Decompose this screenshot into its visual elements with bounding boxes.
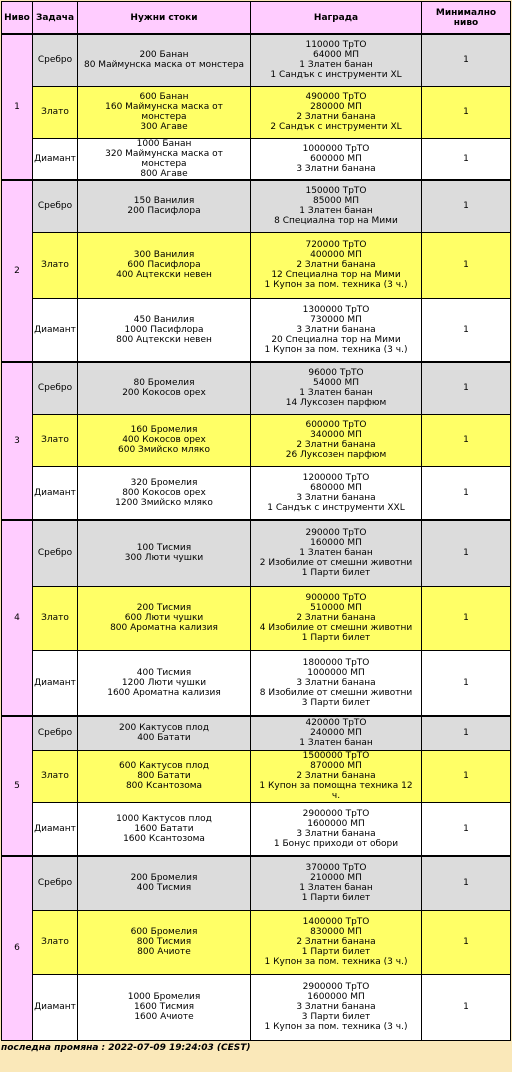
header-goods: Нужни стоки xyxy=(78,2,251,35)
goods-line: 200 Тисмия xyxy=(136,603,192,613)
reward-line: 1 Парти билет xyxy=(301,633,371,643)
reward-cell xyxy=(251,414,422,466)
goods-cell xyxy=(78,802,251,856)
reward-cell xyxy=(251,362,422,414)
reward-line: 600000 МП xyxy=(310,153,362,164)
quest-table xyxy=(1,1,511,1041)
header-level: Ниво xyxy=(2,2,33,35)
reward-line: 64000 МП xyxy=(312,50,360,61)
goods-cell xyxy=(78,34,251,86)
min-level-cell: 1 xyxy=(422,856,511,910)
goods-line: 600 Кактусов плод xyxy=(119,761,209,771)
task-cell: Сребро xyxy=(33,180,78,232)
reward-line: 1500000 ТрТО xyxy=(302,751,370,761)
reward-line: ч. xyxy=(331,791,341,801)
min-level-cell: 1 xyxy=(422,86,511,138)
goods-line: 400 Ацтекски невен xyxy=(116,270,212,280)
goods-line: 600 Змийско мляко xyxy=(118,445,210,455)
reward-cell xyxy=(251,716,422,750)
table-row xyxy=(2,750,511,802)
reward-line: 1 Купон за пом. техника (3 ч.) xyxy=(264,344,408,355)
goods-line: 800 Ачиоте xyxy=(137,947,191,957)
level-cell: 5 xyxy=(2,716,33,856)
goods-line: 1600 Ксантозома xyxy=(123,833,205,844)
reward-line: 1 Купон за пом. техника (3 ч.) xyxy=(264,957,408,967)
reward-line: 3 Златни банана xyxy=(296,492,376,503)
reward-line: 3 Златни банана xyxy=(296,324,376,335)
reward-line: 2 Златни банана xyxy=(296,613,376,623)
task-cell: Сребро xyxy=(33,856,78,910)
reward-cell xyxy=(251,856,422,910)
task-cell: Диамант xyxy=(33,466,78,520)
goods-line: 450 Ванилия xyxy=(133,314,195,325)
reward-line: 96000 ТрТО xyxy=(308,368,364,379)
goods-line: 400 Тисмия xyxy=(136,667,192,678)
header-task: Задача xyxy=(33,2,78,35)
reward-cell xyxy=(251,802,422,856)
reward-line: 1 Златен банан xyxy=(299,883,373,894)
reward-line: 8 Специална тор на Мими xyxy=(274,216,398,227)
table-row xyxy=(2,138,511,180)
goods-cell xyxy=(78,232,251,298)
header-min-level: Минимално ниво xyxy=(422,2,511,35)
goods-line: 1000 Бромелия xyxy=(127,992,201,1002)
table-row xyxy=(2,298,511,362)
table-body xyxy=(2,34,511,1040)
table-row xyxy=(2,86,511,138)
goods-cell xyxy=(78,86,251,138)
reward-cell xyxy=(251,138,422,180)
min-level-cell: 1 xyxy=(422,138,511,180)
min-level-cell: 1 xyxy=(422,750,511,802)
reward-line: 730000 МП xyxy=(310,314,362,325)
goods-line: 160 Маймунска маска от xyxy=(105,102,223,112)
level-cell: 6 xyxy=(2,856,33,1040)
reward-line: 1600000 МП xyxy=(307,818,365,829)
goods-cell xyxy=(78,138,251,180)
goods-cell xyxy=(78,856,251,910)
reward-line: 2 Златни банана xyxy=(296,260,376,270)
reward-line: 3 Парти билет xyxy=(301,1012,371,1022)
reward-line: 2900000 ТрТО xyxy=(302,808,370,819)
goods-line: 600 Банан xyxy=(139,92,189,102)
reward-line: 680000 МП xyxy=(310,482,362,493)
goods-cell xyxy=(78,586,251,650)
reward-line: 26 Луксозен парфюм xyxy=(285,450,387,460)
table-row xyxy=(2,802,511,856)
reward-line: 490000 ТрТО xyxy=(305,92,367,102)
reward-line: 240000 МП xyxy=(310,728,362,739)
reward-line: 290000 ТрТО xyxy=(305,528,367,539)
goods-line: 150 Ванилия xyxy=(133,196,195,207)
min-level-cell: 1 xyxy=(422,466,511,520)
min-level-cell: 1 xyxy=(422,414,511,466)
goods-line: 300 Ванилия xyxy=(133,250,195,260)
reward-line: 160000 МП xyxy=(310,538,362,549)
reward-cell xyxy=(251,650,422,716)
reward-line: 870000 МП xyxy=(310,761,362,771)
goods-line: 1600 Батати xyxy=(134,823,194,834)
reward-line: 4 Изобилие от смешни животни xyxy=(259,623,413,633)
reward-line: 1 Купон за пом. техника (3 ч.) xyxy=(264,1022,408,1032)
goods-cell xyxy=(78,414,251,466)
reward-line: 2 Златни банана xyxy=(296,440,376,450)
reward-line: 14 Луксозен парфюм xyxy=(285,398,387,409)
min-level-cell: 1 xyxy=(422,650,511,716)
goods-line: 600 Люти чушки xyxy=(124,613,204,623)
reward-cell xyxy=(251,910,422,974)
min-level-cell: 1 xyxy=(422,34,511,86)
table-row xyxy=(2,856,511,910)
reward-line: 150000 ТрТО xyxy=(305,186,367,197)
reward-cell xyxy=(251,298,422,362)
table-row xyxy=(2,974,511,1040)
reward-line: 1300000 ТрТО xyxy=(302,304,370,315)
reward-line: 85000 МП xyxy=(312,196,360,207)
task-cell: Сребро xyxy=(33,362,78,414)
goods-line: 400 Кокосов орех xyxy=(122,435,206,445)
min-level-cell: 1 xyxy=(422,520,511,586)
goods-line: 800 Ацтекски невен xyxy=(116,334,212,345)
reward-line: 1200000 ТрТО xyxy=(302,472,370,483)
level-cell: 1 xyxy=(2,34,33,180)
reward-line: 1000000 ТрТО xyxy=(302,143,370,154)
goods-line: 600 Пасифлора xyxy=(127,260,201,270)
reward-line: 600000 ТрТО xyxy=(305,420,367,430)
table-row xyxy=(2,466,511,520)
min-level-cell: 1 xyxy=(422,362,511,414)
goods-line: 200 Кокосов орех xyxy=(122,388,206,399)
goods-line: 80 Маймунска маска от монстера xyxy=(83,60,244,71)
min-level-cell: 1 xyxy=(422,586,511,650)
reward-line: 2 Златни банана xyxy=(296,937,376,947)
task-cell: Диамант xyxy=(33,802,78,856)
task-cell: Злато xyxy=(33,586,78,650)
reward-cell xyxy=(251,586,422,650)
goods-line: 1600 Ачиоте xyxy=(134,1012,194,1022)
table-row xyxy=(2,362,511,414)
table-row xyxy=(2,34,511,86)
goods-cell xyxy=(78,298,251,362)
goods-cell xyxy=(78,650,251,716)
goods-line: 200 Кактусов плод xyxy=(119,723,209,734)
goods-line: 1000 Кактусов плод xyxy=(116,813,212,824)
table-row xyxy=(2,910,511,974)
task-cell: Диамант xyxy=(33,974,78,1040)
reward-line: 3 Парти билет xyxy=(301,697,371,708)
reward-line: 3 Златни банана xyxy=(296,677,376,688)
reward-line: 2 Златни банана xyxy=(296,771,376,781)
task-cell: Злато xyxy=(33,86,78,138)
min-level-cell: 1 xyxy=(422,974,511,1040)
task-cell: Злато xyxy=(33,414,78,466)
reward-line: 420000 ТрТО xyxy=(305,718,367,729)
goods-line: 320 Бромелия xyxy=(130,477,198,488)
min-level-cell: 1 xyxy=(422,716,511,750)
reward-line: 1 Парти билет xyxy=(301,947,371,957)
reward-line: 370000 ТрТО xyxy=(305,863,367,874)
reward-line: 3 Златни банана xyxy=(296,1002,376,1012)
goods-line: монстера xyxy=(141,112,187,122)
reward-line: 8 Изобилие от смешни животни xyxy=(259,687,413,698)
reward-line: 2 Изобилие от смешни животни xyxy=(259,558,413,569)
task-cell: Злато xyxy=(33,750,78,802)
goods-line: монстера xyxy=(141,158,187,169)
reward-cell xyxy=(251,34,422,86)
task-cell: Сребро xyxy=(33,520,78,586)
reward-line: 3 Златни банана xyxy=(296,828,376,839)
goods-line: 800 Тисмия xyxy=(136,937,192,947)
reward-line: 1 Парти билет xyxy=(301,568,371,579)
reward-cell xyxy=(251,180,422,232)
reward-line: 1 Златен банан xyxy=(299,60,373,71)
reward-cell xyxy=(251,750,422,802)
reward-line: 720000 ТрТО xyxy=(305,240,367,250)
goods-cell xyxy=(78,974,251,1040)
goods-line: 300 Агаве xyxy=(140,122,188,132)
table-row xyxy=(2,180,511,232)
reward-line: 1 Златен банан xyxy=(299,206,373,217)
reward-line: 210000 МП xyxy=(310,873,362,884)
reward-line: 1 Златен банан xyxy=(299,548,373,559)
reward-line: 1 Сандък с инструменти XXL xyxy=(267,502,405,513)
goods-line: 1000 Пасифлора xyxy=(124,324,204,335)
goods-line: 160 Бромелия xyxy=(130,425,198,435)
reward-cell xyxy=(251,86,422,138)
reward-line: 12 Специална тор на Мими xyxy=(271,270,401,280)
level-cell: 3 xyxy=(2,362,33,520)
table-row xyxy=(2,414,511,466)
reward-line: 1 Сандък с инструменти XL xyxy=(270,70,402,81)
reward-line: 1000000 МП xyxy=(307,667,365,678)
reward-cell xyxy=(251,232,422,298)
reward-line: 280000 МП xyxy=(310,102,362,112)
goods-cell xyxy=(78,180,251,232)
reward-line: 830000 МП xyxy=(310,927,362,937)
reward-line: 2 Златни банана xyxy=(296,112,376,122)
goods-line: 800 Агаве xyxy=(140,168,188,179)
goods-line: 800 Ароматна кализия xyxy=(110,623,218,633)
reward-cell xyxy=(251,974,422,1040)
reward-line: 340000 МП xyxy=(310,430,362,440)
reward-line: 1 Златен банан xyxy=(299,388,373,399)
goods-line: 800 Батати xyxy=(137,771,191,781)
reward-line: 2 Сандък с инструменти XL xyxy=(270,122,402,132)
min-level-cell: 1 xyxy=(422,298,511,362)
goods-line: 1200 Люти чушки xyxy=(121,677,207,688)
last-modified: последна промяна : 2022-07-09 19:24:03 (CEST) xyxy=(1,1042,251,1053)
table-row xyxy=(2,716,511,750)
task-cell: Диамант xyxy=(33,138,78,180)
goods-line: 800 Ксантозома xyxy=(125,781,203,791)
min-level-cell: 1 xyxy=(422,180,511,232)
reward-line: 1600000 МП xyxy=(307,992,365,1002)
min-level-cell: 1 xyxy=(422,802,511,856)
goods-line: 1600 Тисмия xyxy=(133,1002,195,1012)
level-cell: 2 xyxy=(2,180,33,362)
goods-line: 400 Тисмия xyxy=(136,883,192,894)
reward-line: 1 Купон за помощна техника 12 xyxy=(259,781,413,791)
goods-cell xyxy=(78,520,251,586)
table-row xyxy=(2,232,511,298)
table-row xyxy=(2,650,511,716)
goods-line: 100 Тисмия xyxy=(136,543,192,554)
goods-line: 1600 Ароматна кализия xyxy=(107,687,221,698)
reward-line: 20 Специална тор на Мими xyxy=(271,334,401,345)
level-cell: 4 xyxy=(2,520,33,716)
goods-line: 1200 Змийско мляко xyxy=(115,497,213,508)
reward-line: 3 Златни банана xyxy=(296,163,376,174)
reward-line: 1800000 ТрТО xyxy=(302,657,370,668)
goods-line: 320 Маймунска маска от xyxy=(105,148,223,159)
task-cell: Сребро xyxy=(33,716,78,750)
reward-line: 400000 МП xyxy=(310,250,362,260)
header-row xyxy=(2,2,511,35)
table-row xyxy=(2,586,511,650)
reward-line: 110000 ТрТО xyxy=(305,40,367,51)
goods-cell xyxy=(78,716,251,750)
reward-line: 2900000 ТрТО xyxy=(302,982,370,992)
reward-cell xyxy=(251,520,422,586)
reward-line: 510000 МП xyxy=(310,603,362,613)
goods-line: 400 Батати xyxy=(137,733,191,744)
reward-line: 1 Купон за пом. техника (3 ч.) xyxy=(264,280,408,290)
reward-line: 1 Парти билет xyxy=(301,893,371,904)
header-reward: Награда xyxy=(251,2,422,35)
task-cell: Сребро xyxy=(33,34,78,86)
goods-line: 300 Люти чушки xyxy=(124,553,204,564)
goods-cell xyxy=(78,910,251,974)
goods-cell xyxy=(78,750,251,802)
task-cell: Злато xyxy=(33,910,78,974)
goods-line: 80 Бромелия xyxy=(133,378,195,389)
goods-line: 200 Пасифлора xyxy=(127,206,201,217)
table-row xyxy=(2,520,511,586)
goods-line: 200 Бромелия xyxy=(130,873,198,884)
reward-line: 1400000 ТрТО xyxy=(302,917,370,927)
min-level-cell: 1 xyxy=(422,910,511,974)
goods-line: 200 Банан xyxy=(139,50,189,61)
goods-cell xyxy=(78,362,251,414)
goods-line: 1000 Банан xyxy=(136,138,192,149)
goods-line: 800 Кокосов орех xyxy=(122,487,206,498)
reward-line: 54000 МП xyxy=(312,378,360,389)
task-cell: Диамант xyxy=(33,650,78,716)
reward-line: 1 Бонус приходи от обори xyxy=(273,838,399,849)
reward-cell xyxy=(251,466,422,520)
min-level-cell: 1 xyxy=(422,232,511,298)
goods-cell xyxy=(78,466,251,520)
task-cell: Злато xyxy=(33,232,78,298)
reward-line: 1 Златен банан xyxy=(299,738,373,749)
reward-line: 900000 ТрТО xyxy=(305,593,367,603)
goods-line: 600 Бромелия xyxy=(130,927,198,937)
task-cell: Диамант xyxy=(33,298,78,362)
